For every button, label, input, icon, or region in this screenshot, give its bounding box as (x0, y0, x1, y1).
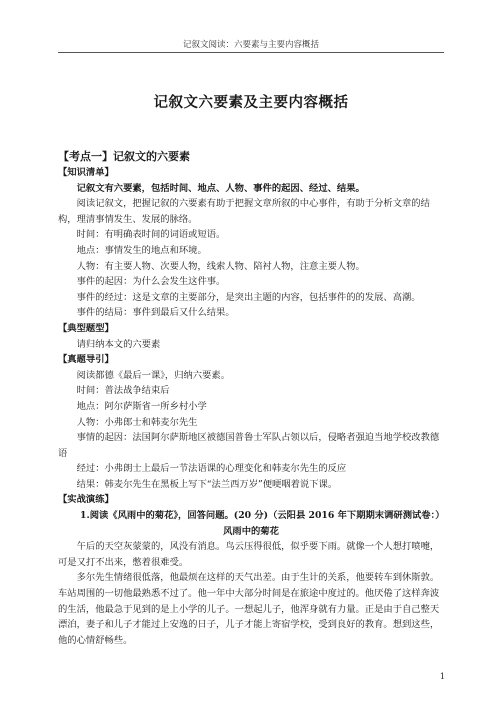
header-divider (58, 52, 444, 53)
label-typical: 【典型题型】 (58, 322, 114, 334)
label-practice: 【实战演练】 (58, 494, 114, 506)
knowledge-paragraph: 阅读记叙文，把握记叙的六要素有助于把握文章所叙的中心事件，有助于分析文章的结构，理清事情发生、发展的脉络。 (58, 198, 430, 225)
guide-process: 经过：小弗朗士上最后一节法语课的心理变化和韩麦尔先生的反应 (76, 463, 347, 475)
element-time: 时间：有明确表时间的词语或短语。 (76, 229, 226, 241)
page-number: 1 (439, 672, 445, 681)
passage-title: 风雨中的菊花 (223, 525, 279, 537)
question-prompt: 1.阅读《风雨中的菊花》，回答问题。(20 分)（云阳县 2016 年下期期末调研测试卷：） (80, 510, 445, 522)
label-guide: 【真题导引】 (58, 354, 114, 366)
element-place: 地点：事情发生的地点和环境。 (76, 244, 207, 256)
element-people: 人物：有主要人物、次要人物，线索人物、陪衬人物，注意主要人物。 (76, 260, 365, 272)
element-cause: 事件的起因：为什么会发生这件事。 (76, 276, 226, 288)
guide-people: 人物：小弗郎士和韩麦尔先生 (76, 416, 198, 428)
element-process: 事件的经过：这是文章的主要部分，是突出主题的内容，包括事件的的发展、高潮。 (76, 291, 421, 303)
section-heading-kp1: 【考点一】记叙文的六要素 (58, 150, 190, 163)
label-knowledge: 【知识清单】 (58, 167, 114, 178)
document-body (58, 148, 444, 648)
guide-result: 结果：韩麦尔先生在黑板上写下“法兰西万岁”便哽咽着说下课。 (76, 478, 338, 490)
typical-text: 请归纳本文的六要素 (76, 338, 161, 350)
guide-intro: 阅读都德《最后一课》，归纳六要素。 (76, 369, 230, 381)
knowledge-bold-text: 记叙文有六要素，包括时间、地点、人物、事件的起因、经过、结果。 (76, 182, 365, 194)
guide-place: 地点：阿尔萨斯省一所乡村小学 (76, 400, 207, 412)
element-result: 事件的结局：事件到最后又什么结果。 (76, 307, 235, 319)
guide-cause: 事情的起因：法国阿尔萨斯地区被德国普鲁士军队占领以后，侵略者强迫当地学校改教德语 (58, 432, 440, 459)
passage-paragraph-2: 多尔先生情绪很低落，他最烦在这样的天气出差。由于生计的关系，他要转车到休斯敦。车站周围的一切他最熟悉不过了。他一年中大部分时间是在旅途中度过的。他厌倦了这样奔波的生活，他最急于见到的是上小学的儿子。一想起儿子，他浑身就有力量。正是由于自己整天漂泊，妻子和儿子才能过上安逸的日子，儿子才能上寄宿学校，受到良好的教育。想到这些，他的心情舒畅些。 (58, 572, 440, 646)
running-header: 记叙文阅读：六要素与主要内容概括 (182, 40, 319, 50)
passage-paragraph-1: 午后的天空灰蒙蒙的，风没有消息。鸟云压得很低，似乎要下雨。就像一个人想打喷嚏，可是又打不出来，憋着很难受。 (58, 541, 440, 568)
guide-time: 时间：普法战争结束后 (76, 385, 170, 397)
document-title: 记叙文六要素及主要内容概括 (153, 94, 349, 111)
